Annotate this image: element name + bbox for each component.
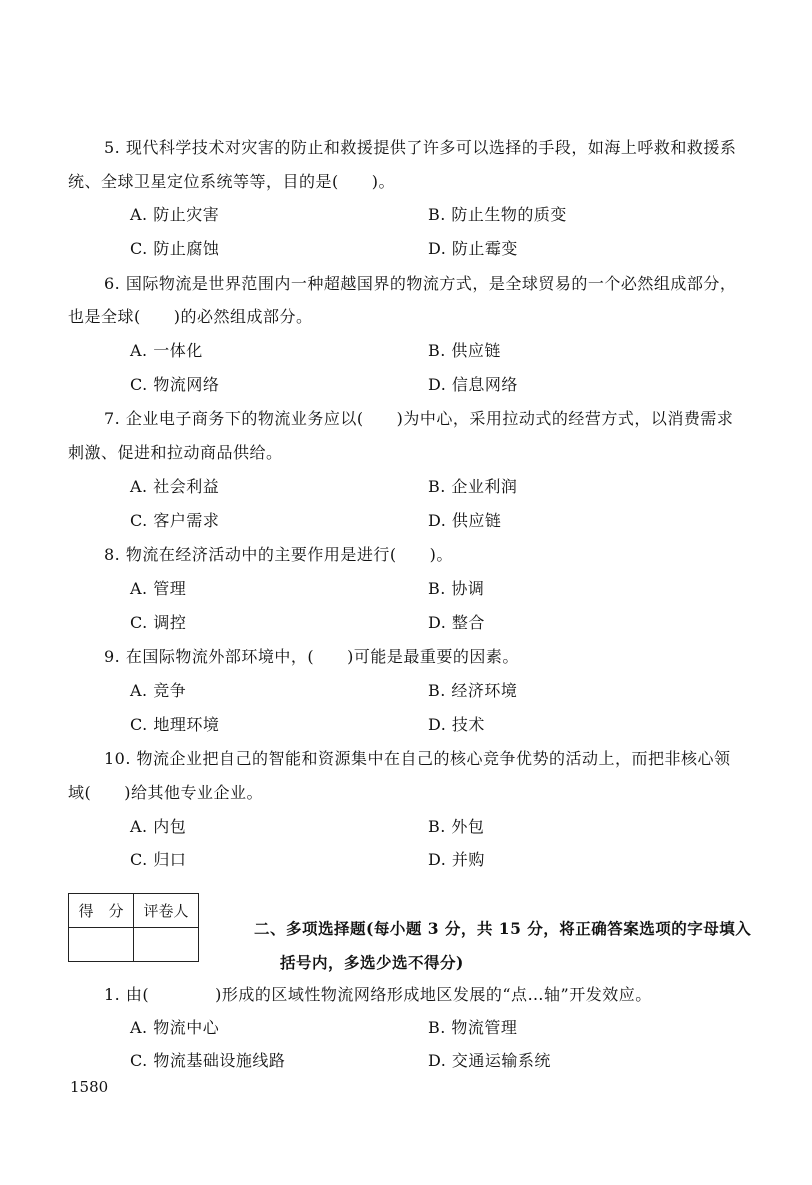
multi-question-1-option-d: D. 交通运输系统 (428, 1051, 551, 1070)
question-5-option-a: A. 防止灾害 (130, 205, 220, 224)
multi-question-1-option-a: A. 物流中心 (130, 1018, 220, 1037)
question-5-option-b: B. 防止生物的质变 (428, 205, 567, 224)
question-8-option-c: C. 调控 (130, 613, 187, 632)
question-5-option-c: C. 防止腐蚀 (130, 239, 220, 258)
score-table (68, 893, 199, 962)
question-7-option-d: D. 供应链 (428, 511, 502, 530)
question-9-text-line-1: 9. 在国际物流外部环境中，( )可能是最重要的因素。 (104, 647, 519, 666)
question-7-text-line-2: 刺激、促进和拉动商品供给。 (68, 443, 283, 462)
question-10-text-line-1: 10. 物流企业把自己的智能和资源集中在自己的核心竞争优势的活动上，而把非核心领 (104, 749, 731, 768)
question-6-option-d: D. 信息网络 (428, 375, 518, 394)
question-9-option-b: B. 经济环境 (428, 681, 518, 700)
question-6-option-a: A. 一体化 (130, 341, 203, 360)
page-number: 1580 (70, 1078, 109, 1096)
section-2-title-line-2: 括号内，多选少选不得分) (280, 953, 464, 972)
multi-question-1-option-b: B. 物流管理 (428, 1018, 518, 1037)
question-7-option-a: A. 社会利益 (130, 477, 220, 496)
question-7-option-b: B. 企业利润 (428, 477, 518, 496)
question-8-option-d: D. 整合 (428, 613, 485, 632)
question-7-option-c: C. 客户需求 (130, 511, 220, 530)
question-5-text-line-2: 统、全球卫星定位系统等等，目的是( )。 (68, 172, 395, 191)
question-6-option-c: C. 物流网络 (130, 375, 220, 394)
multi-question-1-text-line-1: 1. 由( )形成的区域性物流网络形成地区发展的“点…轴”开发效应。 (104, 985, 652, 1004)
question-7-text-line-1: 7. 企业电子商务下的物流业务应以( )为中心，采用拉动式的经营方式，以消费需求 (104, 409, 734, 428)
question-8-option-a: A. 管理 (130, 579, 187, 598)
question-8-text-line-1: 8. 物流在经济活动中的主要作用是进行( )。 (104, 545, 453, 564)
question-9-option-a: A. 竞争 (130, 681, 187, 700)
grader-header: 评卷人 (134, 894, 199, 928)
question-10-option-b: B. 外包 (428, 817, 485, 836)
question-9-option-d: D. 技术 (428, 715, 485, 734)
score-header: 得 分 (69, 894, 134, 928)
question-10-option-c: C. 归口 (130, 850, 187, 869)
question-6-text-line-2: 也是全球( )的必然组成部分。 (68, 307, 313, 326)
section-2-title-line-1: 二、多项选择题(每小题 3 分，共 15 分，将正确答案选项的字母填入 (254, 919, 752, 938)
question-9-option-c: C. 地理环境 (130, 715, 220, 734)
question-6-option-b: B. 供应链 (428, 341, 501, 360)
question-5-text-line-1: 5. 现代科学技术对灾害的防止和救援提供了许多可以选择的手段，如海上呼救和救援系 (104, 138, 737, 157)
question-5-option-d: D. 防止霉变 (428, 239, 518, 258)
question-10-option-d: D. 并购 (428, 850, 485, 869)
score-cell[interactable] (69, 928, 134, 962)
question-8-option-b: B. 协调 (428, 579, 485, 598)
question-6-text-line-1: 6. 国际物流是世界范围内一种超越国界的物流方式，是全球贸易的一个必然组成部分， (104, 274, 737, 293)
question-10-text-line-2: 域( )给其他专业企业。 (68, 783, 263, 802)
question-10-option-a: A. 内包 (130, 817, 187, 836)
multi-question-1-option-c: C. 物流基础设施线路 (130, 1051, 286, 1070)
grader-cell[interactable] (134, 928, 199, 962)
